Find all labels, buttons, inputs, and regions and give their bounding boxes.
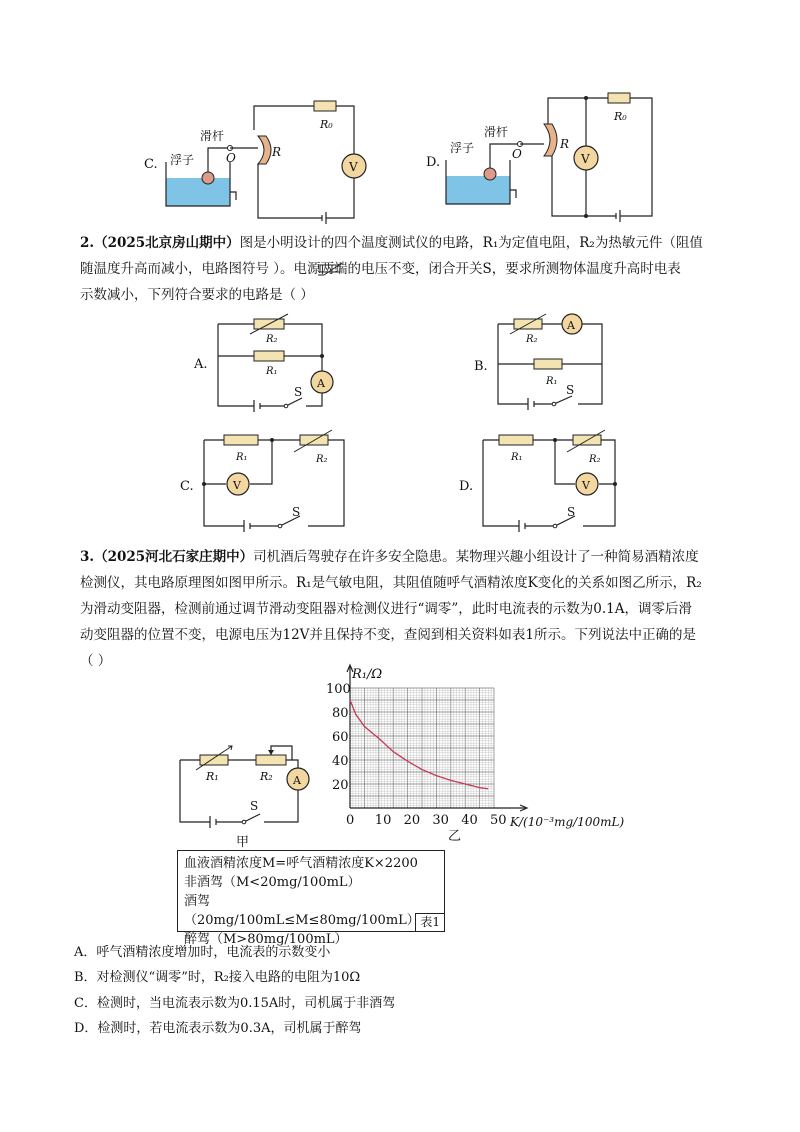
svg-text:C.: C. <box>180 479 194 494</box>
x-tick-label: 40 <box>461 813 478 828</box>
svg-text:V: V <box>349 160 358 174</box>
x-tick-label: 0 <box>346 813 355 828</box>
option-label: C. <box>144 157 158 172</box>
option-d[interactable]: D．检测时，若电流表示数为0.3A，司机属于醉驾 <box>74 1021 362 1036</box>
svg-text:S: S <box>250 799 259 813</box>
r1-k-chart <box>326 662 656 848</box>
svg-text:R₂: R₂ <box>260 770 273 783</box>
y-axis-label: R₁/Ω <box>352 667 383 682</box>
q2-circuit-a <box>190 310 350 415</box>
table-row: 醉驾（M>80mg/100mL） <box>184 932 348 947</box>
svg-text:R₀: R₀ <box>320 118 333 131</box>
y-tick-label: 80 <box>332 706 349 721</box>
chart-axes <box>347 665 527 811</box>
y-tick-label: 60 <box>332 730 349 745</box>
svg-text:D.: D. <box>459 479 474 494</box>
chart-grid <box>350 688 494 808</box>
q2-circuit-d <box>455 428 635 538</box>
q1-circuit-d <box>420 88 670 228</box>
option-label: D. <box>426 155 441 170</box>
info-table <box>177 850 445 947</box>
svg-text:R₁: R₁ <box>511 452 523 463</box>
svg-text:V: V <box>233 479 241 492</box>
svg-text:A: A <box>317 377 325 390</box>
svg-text:滑杆: 滑杆 <box>484 125 509 139</box>
table-tag: 表1 <box>415 913 444 931</box>
y-tick-label: 40 <box>332 754 349 769</box>
rod-label: 滑杆 <box>200 129 225 143</box>
x-tick-label: 20 <box>403 813 421 828</box>
svg-text:浮子: 浮子 <box>450 141 475 155</box>
svg-text:R₂: R₂ <box>589 454 601 465</box>
thermistor-symbol-icon <box>317 262 345 276</box>
svg-text:A.: A. <box>194 357 208 372</box>
svg-text:R₂: R₂ <box>266 334 278 345</box>
float-label: 浮子 <box>170 153 195 167</box>
q2-circuit-b <box>470 312 610 412</box>
q3-circuit-jia <box>176 742 316 852</box>
x-axis-label: K/(10⁻³mg/100mL) <box>510 815 625 829</box>
chart-caption: 乙 <box>448 829 462 844</box>
q3-stem: 3.（2025河北石家庄期中）司机酒后驾驶存在许多安全隐患。某物理兴趣小组设计了一种简易酒精浓度 检测仪，其电路原理图如图甲所示。R₁是气敏电阻，其阻值随呼气酒精浓度K变化的关系如图乙所示，R₂ 为滑动变阻器，检测前通过调节滑动变阻器对检测仪进行“调零”，此时电流表的示数为0.1A，调零后滑 动变阻器的位置不变，电源电压为12V并且保持不变，查阅到相关资料如表1所示。下列说法中正确的是 （ ） <box>80 549 702 669</box>
q2-circuit-c <box>176 428 356 538</box>
svg-text:R₁: R₁ <box>266 366 278 377</box>
question-number: 3. <box>80 549 95 565</box>
y-tick-label: 100 <box>326 682 351 697</box>
question-source: （2025河北石家庄期中） <box>94 549 254 565</box>
option-b[interactable]: B．对检测仪“调零”时，R₂接入电路的电阻为10Ω <box>74 970 361 985</box>
svg-text:V: V <box>582 479 590 492</box>
svg-text:S: S <box>567 505 576 519</box>
svg-text:S: S <box>566 383 575 397</box>
question-number: 2. <box>80 235 95 251</box>
svg-text:S: S <box>294 385 303 399</box>
svg-text:R₂: R₂ <box>316 454 328 465</box>
svg-text:R₁: R₁ <box>546 376 558 387</box>
svg-text:O: O <box>512 147 522 161</box>
svg-text:O: O <box>226 151 236 165</box>
svg-text:S: S <box>292 505 301 519</box>
svg-text:R: R <box>560 137 570 151</box>
question-source: （2025北京房山期中） <box>94 235 240 251</box>
option-a[interactable]: A．呼气酒精浓度增加时，电流表的示数变小 <box>74 945 331 960</box>
table-row: 血液酒精浓度M=呼气酒精浓度K×2200 <box>184 856 418 871</box>
svg-text:V: V <box>581 152 590 166</box>
svg-text:R₁: R₁ <box>206 770 219 783</box>
table-row: 酒驾（20mg/100mL≤M≤80mg/100mL） <box>184 894 420 928</box>
svg-text:R₁: R₁ <box>236 452 248 463</box>
q2-stem: 2.（2025北京房山期中）图是小明设计的四个温度测试仪的电路，R₁为定值电阻，R₂为热敏元件（阻值 随温度升高而减小，电路图符号 ）。电源两端的电压不变，闭合开关S，要求所测物体温度升高时电表 示数减小，下列符合要求的电路是（ ） <box>80 235 703 303</box>
svg-text:A: A <box>567 319 575 332</box>
option-c[interactable]: C．检测时，当电流表示数为0.15A时，司机属于非酒驾 <box>74 996 396 1011</box>
svg-text:甲: 甲 <box>236 835 250 850</box>
svg-text:B.: B. <box>474 359 488 374</box>
svg-text:R: R <box>272 145 282 159</box>
x-tick-label: 30 <box>432 813 449 828</box>
svg-text:R₂: R₂ <box>526 334 538 345</box>
svg-text:R₀: R₀ <box>614 110 627 123</box>
svg-text:A: A <box>293 774 301 787</box>
q1-circuit-c <box>130 90 370 225</box>
y-tick-label: 20 <box>332 778 349 793</box>
table-row: 非酒驾（M<20mg/100mL） <box>184 875 361 890</box>
x-tick-label: 50 <box>490 813 507 828</box>
x-tick-label: 10 <box>374 813 392 828</box>
